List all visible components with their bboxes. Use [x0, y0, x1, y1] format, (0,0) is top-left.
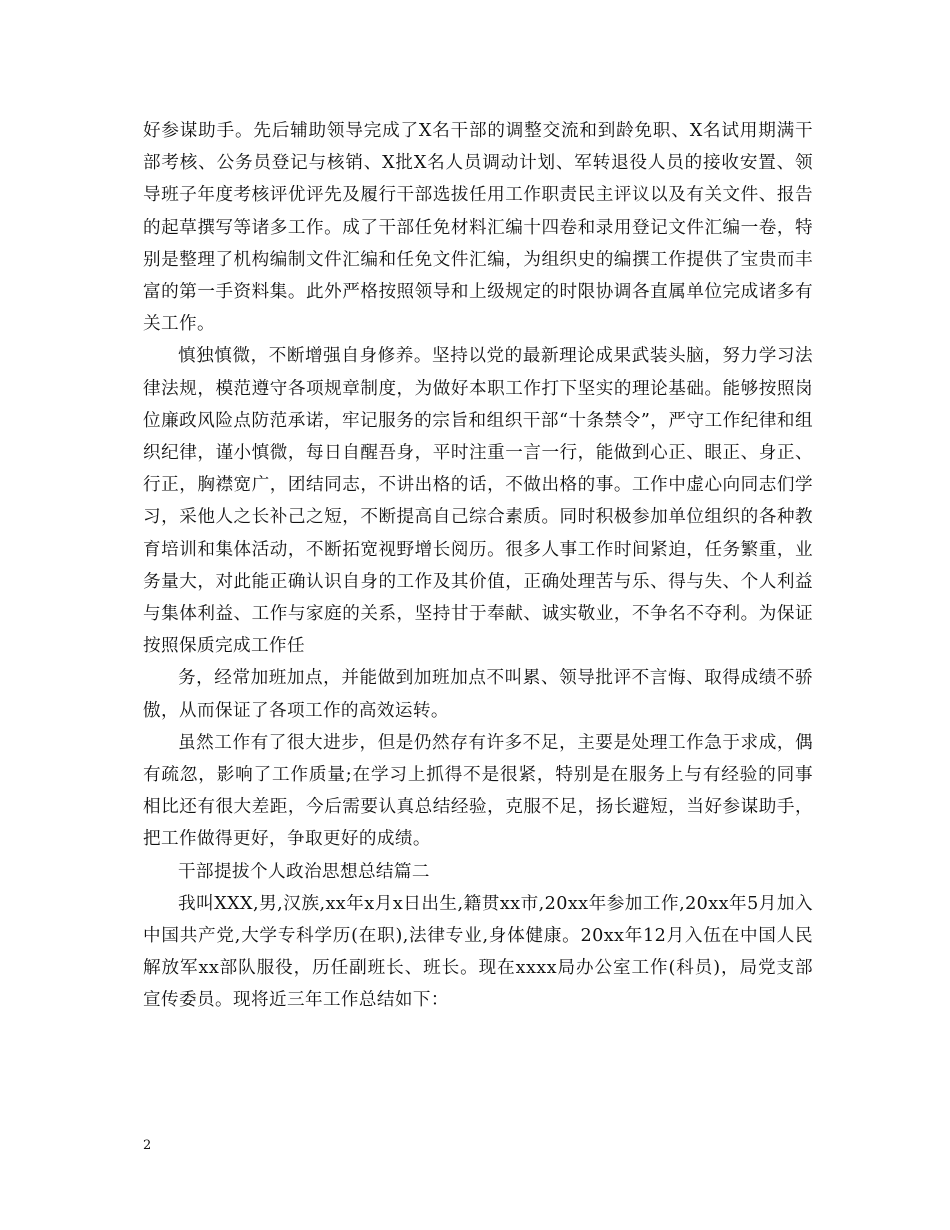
paragraph-continued: 好参谋助手。先后辅助领导完成了X名干部的调整交流和到龄免职、X名试用期满干部考核、公务员登记与核销、X批X名人员调动计划、军转退役人员的接收安置、领导班子年度考核评优评先及履行干部选拔任用工作职责民主评议以及有关文件、报告的起草撰写等诸多工作。成了干部任免材料汇编十四卷和录用登记文件汇编一卷，特别是整理了机构编制文件汇编和任免文件汇编，为组织史的编撰工作提供了宝贵而丰富的第一手资料集。此外严格按照领导和上级规定的时限协调各直属单位完成诸多有关工作。: [143, 121, 813, 335]
paragraph-shortcomings: 虽然工作有了很大进步，但是仍然存有许多不足，主要是处理工作急于求成，偶有疏忽，影响了工作质量;在学习上抓得不是很紧，特别是在服务上与有经验的同事相比还有很大差距，今后需要认真总结经验，克服不足，扬长避短，当好参谋助手，把工作做得更好，争取更好的成绩。: [143, 732, 813, 850]
paragraph-self-discipline: 慎独慎微，不断增强自身修养。坚持以党的最新理论成果武装头脑，努力学习法律法规，模范遵守各项规章制度，为做好本职工作打下坚实的理论基础。能够按照岗位廉政风险点防范承诺，牢记服务的宗旨和组织干部“十条禁令”，严守工作纪律和组织纪律，谨小慎微，每日自醒吾身，平时注重一言一行，能做到心正、眼正、身正、行正，胸襟宽广，团结同志，不讲出格的话，不做出格的事。工作中虚心向同志们学习，采他人之长补己之短，不断提高自己综合素质。同时积极参加单位组织的各种教育培训和集体活动，不断拓宽视野增长阅历。很多人事工作时间紧迫，任务繁重，业务量大，对此能正确认识自身的工作及其价值，正确处理苦与乐、得与失、个人利益与集体利益、工作与家庭的关系，坚持甘于奉献、诚实敬业，不争名不夺利。为保证按照保质完成工作任: [143, 346, 813, 657]
section-heading: 干部提拔个人政治思想总结篇二: [178, 861, 430, 882]
paragraph-introduction: 我叫XXX,男,汉族,xx年x月x日出生,籍贯xx市,20xx年参加工作,20xx年5月加入中国共产党,大学专科学历(在职),法律专业,身体健康。20xx年12月入伍在中国人民解放军xx部队服役，历任副班长、班长。现在xxxx局办公室工作(科员)，局党支部宣传委员。现将近三年工作总结如下：: [143, 893, 813, 1011]
page-number: 2: [143, 1138, 152, 1153]
document-body: [143, 115, 813, 1017]
paragraph-overtime: 务，经常加班加点，并能做到加班加点不叫累、领导批评不言悔、取得成绩不骄傲，从而保证了各项工作的高效运转。: [143, 668, 813, 721]
